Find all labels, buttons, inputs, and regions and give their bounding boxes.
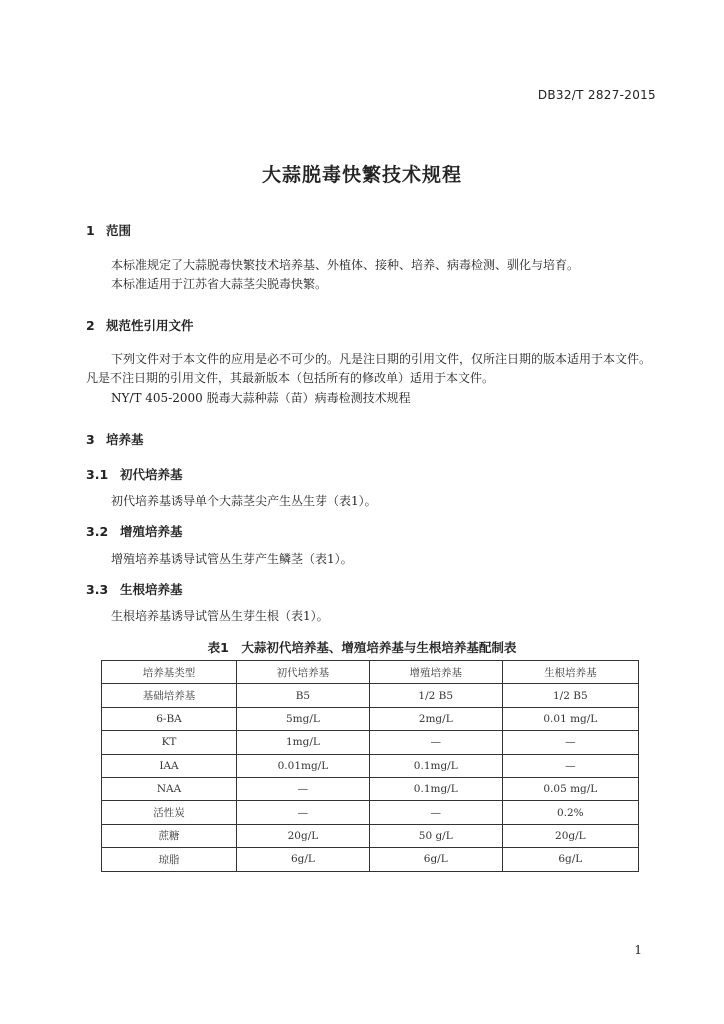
section-2-paragraph: 下列文件对于本文件的应用是必不可少的。凡是注日期的引用文件，仅所注日期的版本适用于本文件。凡是不注日期的引用文件，其最新版本（包括所有的修改单）适用于本文件。 [86,352,652,385]
table-cell: 6g/L [369,848,502,871]
table-header-cell: 生根培养基 [502,661,638,684]
section-1-line-1: 本标准规定了大蒜脱毒快繁技术培养基、外植体、接种、培养、病毒检测、驯化与培育。 [111,258,580,272]
section-1-heading [86,221,131,239]
table-row [102,684,639,707]
table-cell: KT [102,731,237,754]
medium-formula-table [101,660,639,872]
subsection-3-2-heading [86,522,183,540]
table-cell: — [502,754,638,777]
section-2-reference: NY/T 405-2000 脱毒大蒜种蒜（苗）病毒检测技术规程 [111,391,411,405]
table-row [102,824,639,847]
subsection-title: 增殖培养基 [120,524,183,539]
table-row [102,707,639,730]
document-title: 大蒜脱毒快繁技术规程 [261,164,462,186]
table-cell: 活性炭 [102,801,237,824]
table-row [102,848,639,871]
section-1-line-2: 本标准适用于江苏省大蒜茎尖脱毒快繁。 [111,277,328,291]
table-cell: 5mg/L [237,707,370,730]
table-cell: IAA [102,754,237,777]
subsection-3-2-text: 增殖培养基诱导试管丛生芽产生鳞茎（表1）。 [111,552,353,566]
section-number: 2 [86,318,95,333]
subsection-3-3-heading [86,580,183,598]
section-title: 规范性引用文件 [106,318,194,333]
section-title: 培养基 [106,432,144,447]
table-cell: 0.05 mg/L [502,777,638,800]
table-cell: 6g/L [502,848,638,871]
table-cell: — [369,731,502,754]
table-row [102,731,639,754]
table-cell: 0.01 mg/L [502,707,638,730]
table-cell: — [237,801,370,824]
section-2-heading [86,316,194,334]
table-header-cell: 初代培养基 [237,661,370,684]
section-number: 3 [86,432,95,447]
table-cell: 20g/L [502,824,638,847]
table-cell: 6-BA [102,707,237,730]
subsection-3-1-heading [86,465,183,483]
subsection-number: 3.2 [86,524,109,539]
table-row [102,777,639,800]
table-cell: — [237,777,370,800]
table-cell: 1mg/L [237,731,370,754]
section-number: 1 [86,223,95,238]
section-3-heading [86,430,144,448]
table-cell: — [369,801,502,824]
table-header-cell: 培养基类型 [102,661,237,684]
table-cell: 琼脂 [102,848,237,871]
table-cell: 0.1mg/L [369,777,502,800]
standard-code: DB32/T 2827-2015 [537,88,656,102]
table-row [102,754,639,777]
table-header-cell: 增殖培养基 [369,661,502,684]
table-cell: 1/2 B5 [502,684,638,707]
table-cell: 1/2 B5 [369,684,502,707]
table-cell: 蔗糖 [102,824,237,847]
subsection-3-3-text: 生根培养基诱导试管丛生芽生根（表1）。 [111,609,329,623]
table-cell: — [502,731,638,754]
table-cell: 50 g/L [369,824,502,847]
table-cell: 2mg/L [369,707,502,730]
subsection-number: 3.3 [86,582,109,597]
table-cell: 基础培养基 [102,684,237,707]
table-row [102,801,639,824]
table-cell: 6g/L [237,848,370,871]
table-header-row [102,661,639,684]
subsection-title: 生根培养基 [120,582,183,597]
table-cell: B5 [237,684,370,707]
section-title: 范围 [106,223,132,238]
table-cell: NAA [102,777,237,800]
table-cell: 0.2% [502,801,638,824]
subsection-number: 3.1 [86,467,109,482]
table-cell: 0.1mg/L [369,754,502,777]
table-cell: 20g/L [237,824,370,847]
table-cell: 0.01mg/L [237,754,370,777]
subsection-title: 初代培养基 [120,467,183,482]
subsection-3-1-text: 初代培养基诱导单个大蒜茎尖产生丛生芽（表1）。 [111,494,377,508]
page-number: 1 [634,943,642,957]
table-caption: 表1 大蒜初代培养基、增殖培养基与生根培养基配制表 [207,640,517,655]
